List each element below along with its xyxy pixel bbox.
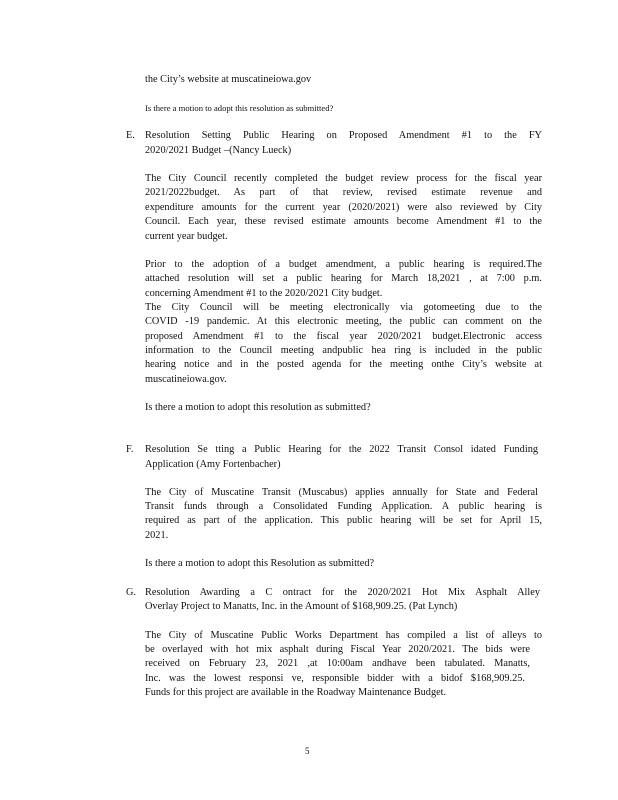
item-e-title-line1: Resolution Setting Public Hearing on Proposed Amendment #1 to the FY xyxy=(145,130,542,141)
item-e-p1-line5: current year budget. xyxy=(145,231,228,242)
item-e-p2-line8: hearing notice and in the posted agenda for the meeting onthe City’s website at xyxy=(145,359,542,370)
item-f-question: Is there a motion to adopt this Resolution as submitted? xyxy=(145,558,375,569)
item-g-p1-line3: received on February 23, 2021 ,at 10:00am andhave been tabulated. Manatts, xyxy=(145,658,530,669)
item-e-p1-line2: 2021/2022budget. As part of that review, revised estimate revenue and xyxy=(145,187,542,198)
item-f-p1-line1: The City of Muscatine Transit (Muscabus) applies annually for State and Federal xyxy=(145,487,538,498)
item-g-title-line2: Overlay Project to Manatts, Inc. in the Amount of $168,909.25. (Pat Lynch) xyxy=(145,601,458,612)
item-e-p2-line5: COVID -19 pandemic. At this electronic meeting, the public can comment on the xyxy=(145,316,542,327)
item-e-title-line2: 2020/2021 Budget –(Nancy Lueck) xyxy=(145,145,292,156)
item-f-p1-line3: required as part of the application. This public hearing will be set for April 15, xyxy=(145,515,542,526)
item-g-p1-line2: be overlayed with hot mix asphalt during Fiscal Year 2020/2021. The bids were xyxy=(145,644,530,655)
item-e-p2-line2: attached resolution will set a public hearing for March 18,2021 , at 7:00 p.m. xyxy=(145,273,542,284)
item-e-p2-line6: proposed Amendment #1 to the fiscal year 2020/2021 budget.Electronic access xyxy=(145,331,542,342)
item-e-p2-line4: The City Council will be meeting electronically via gotomeeting due to the xyxy=(145,302,542,313)
item-f-p1-line4: 2021. xyxy=(145,530,169,541)
item-g-p1-line5: Funds for this project are available in the Roadway Maintenance Budget. xyxy=(145,687,447,698)
item-e-question: Is there a motion to adopt this resolution as submitted? xyxy=(145,402,371,413)
page-number: 5 xyxy=(305,746,310,756)
item-g-p1-line1: The City of Muscatine Public Works Department has compiled a list of alleys to xyxy=(145,630,542,641)
item-f-p1-line2: Transit funds through a Consolidated Funding Application. A public hearing is xyxy=(145,501,542,512)
intro-question: Is there a motion to adopt this resolution as submitted? xyxy=(145,103,334,113)
item-f-title-line2: Application (Amy Fortenbacher) xyxy=(145,459,281,470)
item-e-p2-line1: Prior to the adoption of a budget amendment, a public hearing is required.The xyxy=(145,259,542,270)
item-e-letter: E. xyxy=(126,130,135,141)
item-e-p1-line1: The City Council recently completed the budget review process for the fiscal year xyxy=(145,173,542,184)
item-e-p1-line3: expenditure amounts for the current year (2020/2021) were also reviewed by City xyxy=(145,202,542,213)
item-e-p2-line3: concerning Amendment #1 to the 2020/2021 City budget. xyxy=(145,288,383,299)
item-g-title-line1: Resolution Awarding a C ontract for the 2020/2021 Hot Mix Asphalt Alley xyxy=(145,587,540,598)
item-e-p1-line4: Council. Each year, these revised estimate amounts become Amendment #1 to the xyxy=(145,216,542,227)
item-f-letter: F. xyxy=(126,444,134,455)
item-e-p2-line9: muscatineiowa.gov. xyxy=(145,374,227,385)
item-g-letter: G. xyxy=(126,587,137,598)
item-f-title-line1: Resolution Se tting a Public Hearing for the 2022 Transit Consol idated Funding xyxy=(145,444,538,455)
item-g-p1-line4: Inc. was the lowest responsi ve, responsible bidder with a bidof $168,909.25. xyxy=(145,673,525,684)
item-e-p2-line7: information to the Council meeting andpublic hea ring is included in the public xyxy=(145,345,542,356)
intro-line: the City’s website at muscatineiowa.gov xyxy=(145,74,312,85)
